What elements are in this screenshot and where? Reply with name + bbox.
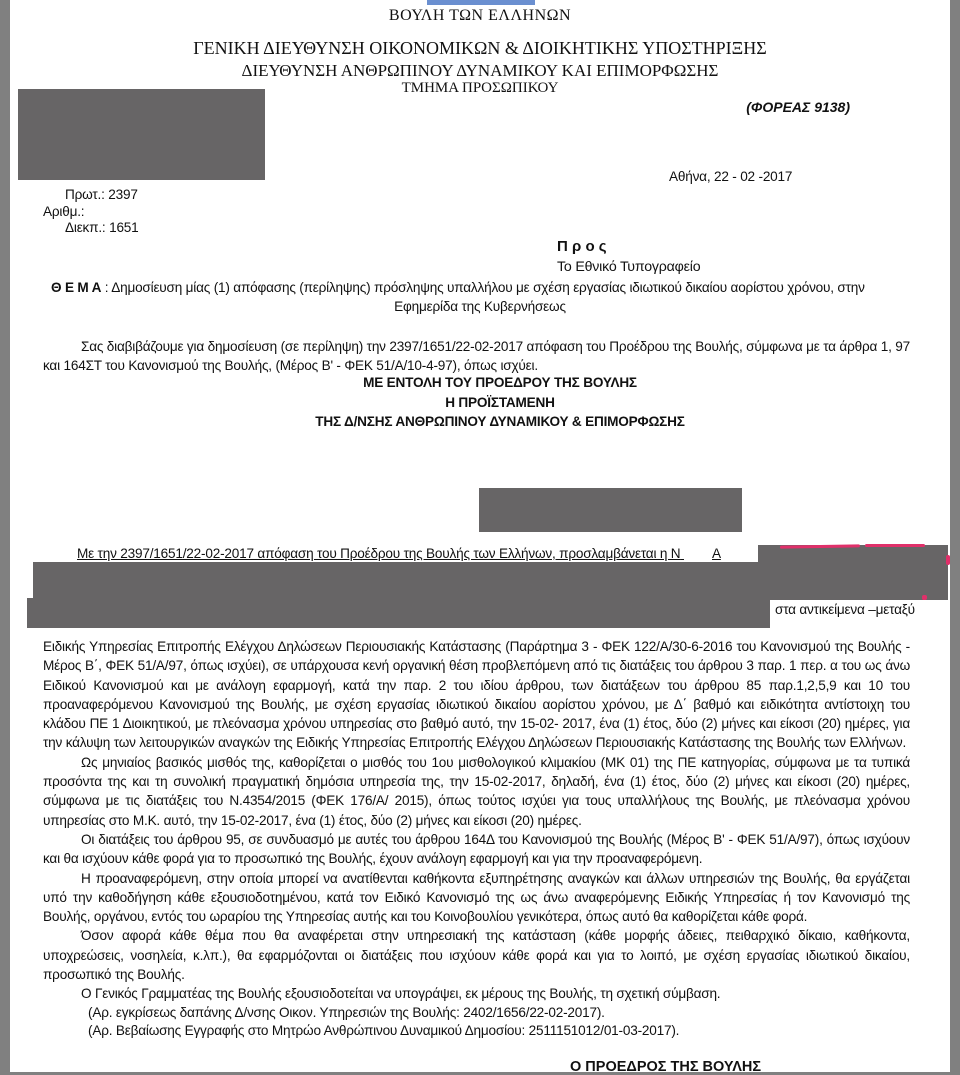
redaction-sender: [18, 89, 265, 180]
signature-authority-3: ΤΗΣ Δ/ΝΣΗΣ ΑΝΘΡΩΠΙΝΟΥ ΔΥΝΑΜΙΚΟΥ & ΕΠΙΜΟΡΦΩΣΗΣ: [315, 414, 685, 429]
decision-paragraph-2: Ως μηνιαίος βασικός μισθός της, καθορίζεται ο μισθός του 1ου μισθολογικού κλιμακίου (ΜΚ 01) της ΠΕ κατηγορίας, σύμφωνα με τα τυπικά προσόντα της και τη συνολική πραγματική δημόσια υπηρεσία της, την 15-02-2017, δηλαδή, ένα (1) έτος, δύο (2) μήνες και είκοσι (20) ημέρες, σύμφωνα με τις διατάξεις του Ν.4354/2015 (ΦΕΚ 176/Α/ 2015), όπως τούτος ισχύει για τους υπαλλήλους της Βουλής, με πλεόνασμα χρόνου υπηρεσίας στο Μ.Κ. αυτό, την 15-02-2017, ένα (1) έτος, δύο (2) μήνες και είκοσι (20) ημέρες.: [43, 754, 910, 828]
agency-code: (ΦΟΡΕΑΣ 9138): [746, 99, 850, 115]
cover-letter: [43, 337, 910, 376]
decision-intro: [77, 546, 721, 561]
dispatch-value: 1651: [109, 220, 139, 235]
pen-mark-3: [946, 555, 950, 565]
dispatch-number: [65, 220, 139, 235]
institution-name: ΒΟΥΛΗ ΤΩΝ ΕΛΛΗΝΩΝ: [388, 7, 572, 24]
redaction-name-1: [33, 562, 770, 600]
subject-line: [51, 280, 865, 295]
protocol-label: Πρωτ.:: [65, 187, 105, 202]
decision-paragraph-4: Η προαναφερόμενη, στην οποία μπορεί να ανατίθενται καθήκοντα εξυπηρέτησης αναγκών και άλλων υπηρεσιών της Βουλής, θα εργάζεται υπό την καθοδήγηση κάθε εξουσιοδοτημένου, κατά τον Ειδικό Κανονισμό της ως άνω αναφερόμενης Ειδικής Υπηρεσίας ή τον Κανονισμό της Βουλής, οργάνου, εντός του ωραρίου της Υπηρεσίας αυτής και του Κοινοβουλίου γενικότερα, όπως αυτό θα καθορίζεται κάθε φορά.: [43, 870, 910, 925]
partial-line: στα αντικείμενα –μεταξύ: [775, 602, 915, 617]
cover-paragraph: Σας διαβιβάζουμε για δημοσίευση (σε περίληψη) την 2397/1651/22-02-2017 απόφαση του Προέδρου της Βουλής, σύμφωνα με τα άρθρα 1, 97 και 164ΣΤ του Κανονισμού της Βουλής, (Μέρος Β' - ΦΕΚ 51/Α/10-4-97), όπως ισχύει.: [43, 339, 910, 374]
place-date: Αθήνα, 22 - 02 -2017: [669, 169, 793, 184]
subject-label: Θ Ε Μ Α: [51, 280, 102, 295]
protocol-number: [65, 187, 138, 202]
recipient-value: Το Εθνικό Τυπογραφείο: [557, 259, 701, 275]
decision-intro-text: Με την 2397/1651/22-02-2017 απόφαση του Προέδρου της Βουλής των Ελλήνων, προσλαμβάνεται η Ν: [77, 546, 681, 561]
pen-mark-2: [865, 544, 925, 547]
reference-expense-approval: (Αρ. εγκρίσεως δαπάνης Δ/νσης Οικον. Υπηρεσιών της Βουλής: 2402/1656/22-02-2017).: [88, 1005, 605, 1020]
directorate-general: ΓΕΝΙΚΗ ΔΙΕΥΘΥΝΣΗ ΟΙΚΟΝΟΜΙΚΩΝ & ΔΙΟΙΚΗΤΙΚΗΣ ΥΠΟΣΤΗΡΙΞΗΣ: [193, 38, 767, 58]
number-field: [43, 204, 84, 219]
dispatch-label: Διεκπ.:: [65, 220, 106, 235]
number-label: Αριθμ.:: [43, 204, 85, 219]
redaction-name-2: [27, 598, 770, 628]
decision-paragraph-6: Ο Γενικός Γραμματέας της Βουλής εξουσιοδοτείται να υπογράψει, εκ μέρους της Βουλής, τη σχετική σύμβαση.: [81, 986, 721, 1002]
reference-registry: (Αρ. Βεβαίωσης Εγγραφής στο Μητρώο Ανθρώπινου Δυναμικού Δημοσίου: 2511151012/01-03-2017).: [88, 1023, 680, 1038]
parliament-emblem-icon: [427, 0, 535, 5]
signature-authority-1: ΜΕ ΕΝΤΟΛΗ ΤΟΥ ΠΡΟΕΔΡΟΥ ΤΗΣ ΒΟΥΛΗΣ: [363, 375, 637, 390]
decision-body: [43, 637, 910, 1004]
subject-text: : Δημοσίευση μίας (1) απόφασης (περίληψης) πρόσληψης υπαλλήλου με σχέση εργασίας ιδιωτικού δικαίου αορίστου χρόνου, στην: [104, 280, 865, 295]
decision-paragraph-1: Ειδικής Υπηρεσίας Επιτροπής Ελέγχου Δηλώσεων Περιουσιακής Κατάστασης (Παράρτημα 3 - ΦΕΚ 122/Α/30-6-2016 του Κανονισμού της Βουλής - Μέρος Β΄, ΦΕΚ 51/Α/97, όπως ισχύει), σε υπάρχουσα κενή οργανική θέση προβλεπόμενη από τις διατάξεις του άρθρου 3 παρ. 1 περ. α του ως άνω Ειδικού Κανονισμού και με ανάλογη εφαρμογή, κατά την παρ. 2 του ιδίου άρθρου, των διατάξεων του άρθρου 85 παρ.1,2,5,9 και 10 του προαναφερόμενου Κανονισμού της Βουλής, με σχέση εργασίας ιδιωτικού δικαίου αορίστου χρόνου, με Δ΄ βαθμό και ειδικότητα αντίστοιχη του κλάδου ΠΕ 1 Διοικητικού, με πλεόνασμα χρόνου υπηρεσίας στο βαθμό αυτό, την 15-02- 2017, ένα (1) έτος, δύο (2) μήνες και είκοσι (20) ημέρες, για την κάλυψη των λειτουργικών αναγκών της Ειδικής Υπηρεσίας Επιτροπής Ελέγχου Δηλώσεων Περιουσιακής Κατάστασης της Βουλής των Ελλήνων.: [43, 639, 910, 751]
protocol-value: 2397: [108, 187, 138, 202]
recipient-label: Π ρ ο ς: [557, 238, 607, 255]
department: ΤΜΗΜΑ ΠΡΟΣΩΠΙΚΟΥ: [401, 80, 559, 96]
decision-paragraph-3: Οι διατάξεις του άρθρου 95, σε συνδυασμό με αυτές του άρθρου 164Δ του Κανονισμού της Βουλής (Μέρος Β' - ΦΕΚ 51/Α/97), όπως ισχύουν και θα ισχύουν κάθε φορά για το προσωπικό της Βουλής, έχουν ανάλογη εφαρμογή και για την προαναφερόμενη.: [43, 831, 910, 867]
subject-line-2: Εφημερίδα της Κυβερνήσεως: [394, 299, 566, 314]
document-page: [10, 0, 950, 1075]
pen-mark-4: [922, 595, 927, 600]
signature-authority-2: Η ΠΡΟΪΣΤΑΜΕΝΗ: [445, 395, 555, 410]
redaction-signature: [479, 488, 742, 532]
decision-intro-fragment: Α: [712, 546, 721, 561]
decision-paragraph-5: Όσον αφορά κάθε θέμα που θα αναφέρεται στην υπηρεσιακή της κατάσταση (κάθε μορφής άδειες, πειθαρχικό δίκαιο, καθήκοντα, υποχρεώσεις, νοσηλεία, κ.λπ.), θα εφαρμόζονται οι διατάξεις που ισχύουν κάθε φορά και για το λοιπό, με σχέση εργασίας ιδιωτικού δικαίου, προσωπικό της Βουλής.: [43, 928, 910, 983]
president-signature: Ο ΠΡΟΕΔΡΟΣ ΤΗΣ ΒΟΥΛΗΣ: [570, 1059, 762, 1075]
directorate: ΔΙΕΥΘΥΝΣΗ ΑΝΘΡΩΠΙΝΟΥ ΔΥΝΑΜΙΚΟΥ ΚΑΙ ΕΠΙΜΟΡΦΩΣΗΣ: [241, 61, 719, 80]
redaction-name-3: [758, 545, 948, 600]
